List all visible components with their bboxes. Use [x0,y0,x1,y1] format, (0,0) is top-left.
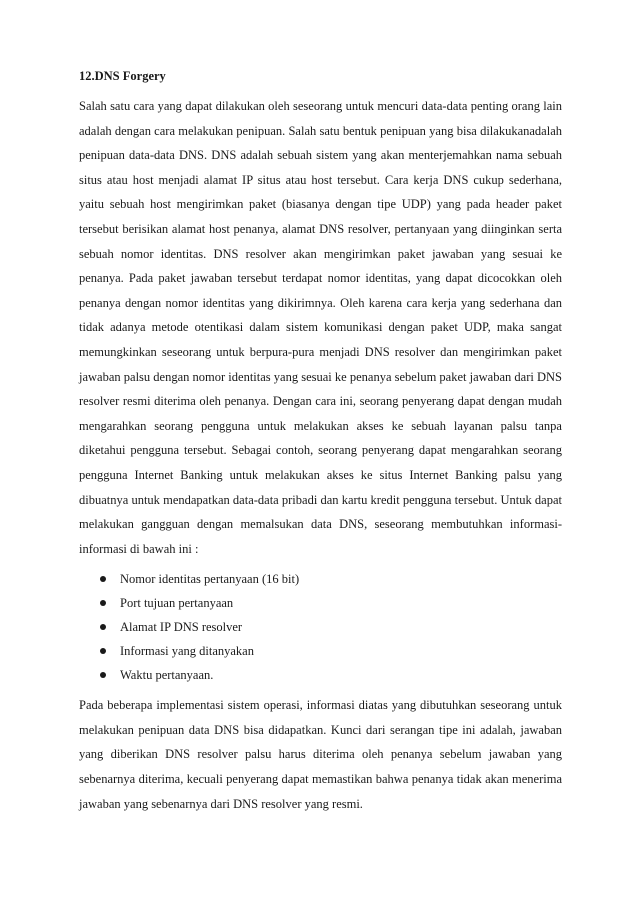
list-item-text: Port tujuan pertanyaan [120,596,234,611]
list-item-text: Nomor identitas pertanyaan (16 bit) [120,572,300,587]
requirements-list [79,567,562,687]
bullet-icon [100,672,106,678]
section-heading: 12.DNS Forgery [79,69,166,83]
body-paragraph-1: Salah satu cara yang dapat dilakukan oleh seseorang untuk mencuri data-data penting orang lain adalah dengan cara melakukan penipuan. Salah satu bentuk penipuan yang bisa dilakukanadalah penipuan data-data DNS. DNS adalah sebuah sistem yang akan menterjemahkan nama sebuah situs atau host menjadi alamat IP situs atau host tersebut. Cara kerja DNS cukup sederhana, yaitu sebuah host mengirimkan paket (biasanya dengan tipe UDP) yang pada header paket tersebut berisikan alamat host penanya, alamat DNS resolver, pertanyaan yang diinginkan serta sebuah nomor identitas. DNS resolver akan mengirimkan paket jawaban yang sesuai ke penanya. Pada paket jawaban tersebut terdapat nomor identitas, yang dapat dicocokkan oleh penanya dengan nomor identitas yang dikirimnya. Oleh karena cara kerja yang sederhana dan tidak adanya metode otentikasi dalam sistem komunikasi dengan paket UDP, maka sangat memungkinkan seseorang untuk berpura-pura menjadi DNS resolver dan mengirimkan paket jawaban palsu dengan nomor identitas yang sesuai ke penanya sebelum paket jawaban dari DNS resolver resmi diterima oleh penanya. Dengan cara ini, seorang penyerang dapat dengan mudah mengarahkan seorang pengguna untuk melakukan akses ke sebuah layanan palsu tanpa diketahui pengguna tersebut. Sebagai contoh, seorang penyerang dapat mengarahkan seorang pengguna Internet Banking untuk melakukan akses ke situs Internet Banking palsu yang dibuatnya untuk mendapatkan data-data pribadi dan kartu kredit pengguna tersebut. Untuk dapat melakukan gangguan dengan memalsukan data DNS, seseorang membutuhkan informasi-informasi di bawah ini : [79,99,562,556]
bullet-icon [100,576,106,582]
list-item-text: Alamat IP DNS resolver [120,620,243,635]
bullet-icon [100,600,106,606]
list-item [79,663,562,687]
bullet-icon [100,624,106,630]
list-item [79,639,562,663]
list-item-text: Informasi yang ditanyakan [120,644,254,659]
list-item [79,567,562,591]
body-paragraph-2: Pada beberapa implementasi sistem operasi, informasi diatas yang dibutuhkan seseorang untuk melakukan penipuan data DNS bisa didapatkan. Kunci dari serangan tipe ini adalah, jawaban yang diberikan DNS resolver palsu harus diterima oleh penanya sebelum jawaban yang sebenarnya diterima, kecuali penyerang dapat memastikan bahwa penanya tidak akan menerima jawaban yang sebenarnya dari DNS resolver yang resmi. [79,698,562,811]
list-item-text: Waktu pertanyaan. [120,668,214,683]
list-item [79,591,562,615]
bullet-icon [100,648,106,654]
document-page [79,68,562,816]
list-item [79,615,562,639]
